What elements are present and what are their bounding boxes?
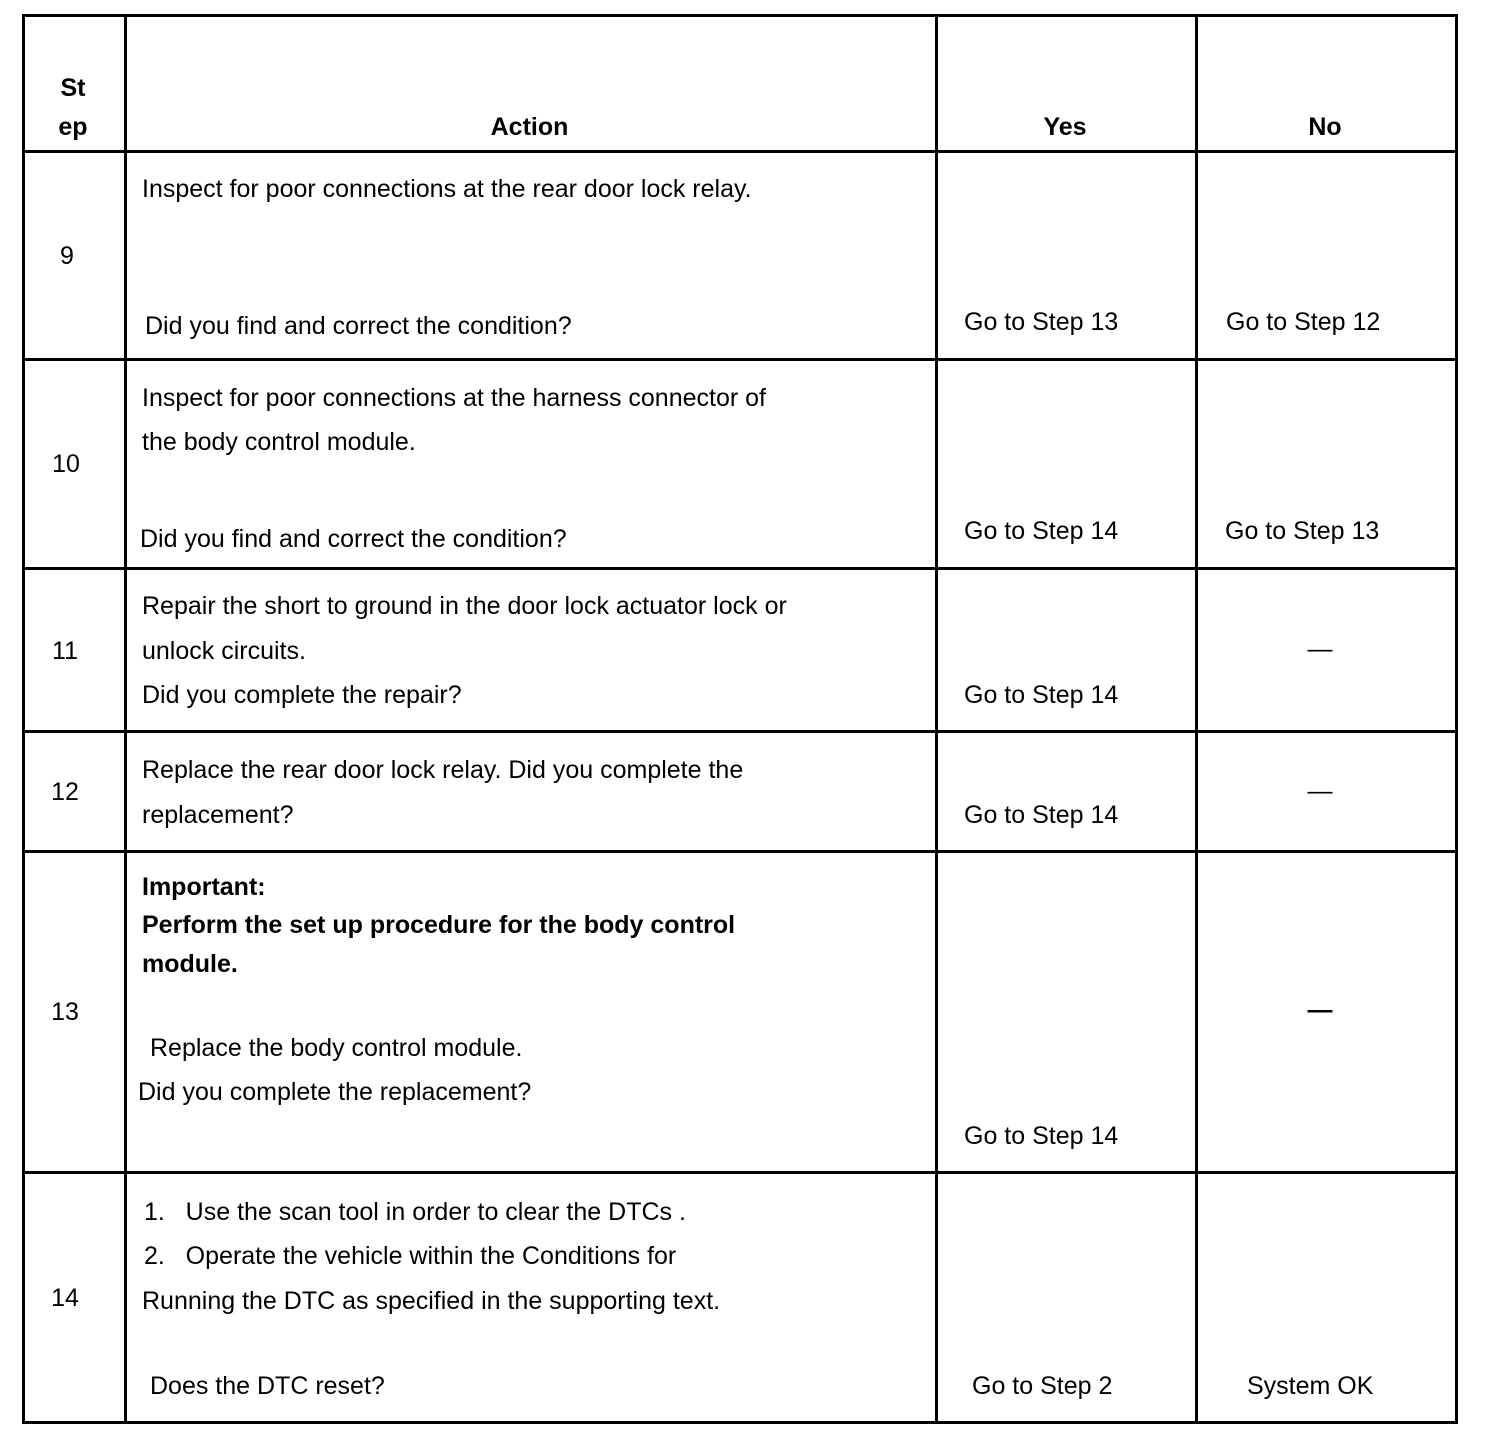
grid-line xyxy=(22,14,1458,17)
grid-line xyxy=(22,150,1458,153)
grid-line xyxy=(124,14,127,1424)
action-question: Did you complete the replacement? xyxy=(138,1078,532,1106)
no-result: Go to Step 13 xyxy=(1225,517,1380,545)
grid-line xyxy=(1455,14,1458,1424)
grid-line xyxy=(22,1171,1458,1174)
step-number: 14 xyxy=(51,1284,79,1312)
grid-line xyxy=(1195,14,1198,1424)
action-question: Did you find and correct the condition? xyxy=(145,312,572,340)
action-question: Did you find and correct the condition? xyxy=(140,525,567,553)
no-result: Go to Step 12 xyxy=(1226,308,1381,336)
action-text: Replace the rear door lock relay. Did you complete the xyxy=(142,756,744,784)
step-number: 13 xyxy=(51,998,79,1026)
action-text: Replace the body control module. xyxy=(150,1034,523,1062)
step-number: 10 xyxy=(52,450,80,478)
action-text: replacement? xyxy=(142,801,294,829)
yes-result: Go to Step 14 xyxy=(964,681,1119,709)
action-text: Repair the short to ground in the door lock actuator lock or xyxy=(142,592,787,620)
action-text: Running the DTC as specified in the supporting text. xyxy=(142,1287,721,1315)
action-text: the body control module. xyxy=(142,428,416,456)
grid-line xyxy=(22,850,1458,853)
grid-line xyxy=(22,567,1458,570)
important-text: Perform the set up procedure for the body control xyxy=(142,911,736,939)
no-result: — xyxy=(1307,635,1333,663)
yes-result: Go to Step 2 xyxy=(972,1372,1113,1400)
action-text: unlock circuits. xyxy=(142,637,306,665)
no-result: System OK xyxy=(1247,1372,1374,1400)
grid-line xyxy=(935,14,938,1424)
yes-result: Go to Step 14 xyxy=(964,801,1119,829)
header-step-line2: ep xyxy=(58,113,88,141)
important-label: Important: xyxy=(142,873,266,901)
grid-line xyxy=(22,358,1458,361)
important-text: module. xyxy=(142,950,238,978)
grid-line xyxy=(22,730,1458,733)
header-no: No xyxy=(1308,113,1342,141)
header-action: Action xyxy=(490,113,569,141)
no-result: — xyxy=(1307,777,1333,805)
header-yes: Yes xyxy=(1043,113,1087,141)
action-text: Inspect for poor connections at the rear door lock relay. xyxy=(142,175,752,203)
action-text: Inspect for poor connections at the harness connector of xyxy=(142,384,766,412)
yes-result: Go to Step 14 xyxy=(964,1122,1119,1150)
step-number: 12 xyxy=(51,778,79,806)
action-question: Does the DTC reset? xyxy=(150,1372,385,1400)
step-number: 9 xyxy=(60,242,74,270)
grid-line xyxy=(22,14,25,1424)
action-question: Did you complete the repair? xyxy=(142,681,462,709)
diagnostic-table xyxy=(22,14,1456,1424)
grid-line xyxy=(22,1421,1458,1424)
step-number: 11 xyxy=(52,637,78,665)
no-result: — xyxy=(1307,996,1333,1024)
header-step-line1: St xyxy=(60,74,86,102)
list-item: 1. Use the scan tool in order to clear the DTCs . xyxy=(144,1198,686,1226)
list-item: 2. Operate the vehicle within the Conditions for xyxy=(144,1242,677,1270)
yes-result: Go to Step 14 xyxy=(964,517,1119,545)
yes-result: Go to Step 13 xyxy=(964,308,1119,336)
